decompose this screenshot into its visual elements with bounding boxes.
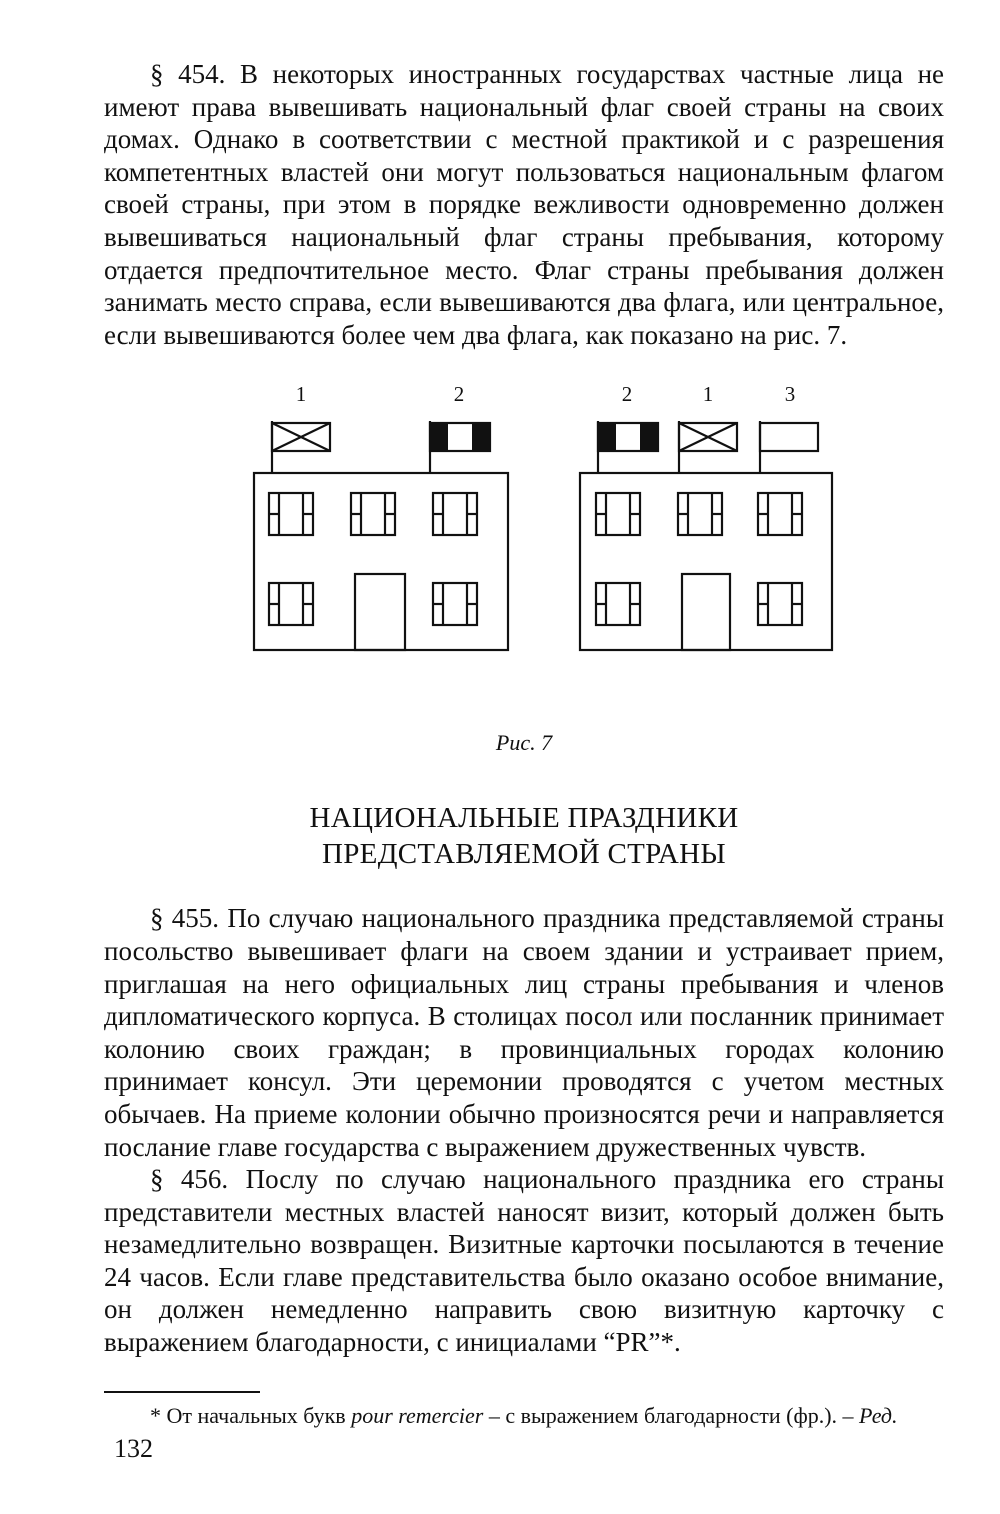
crossed-flag-icon	[272, 423, 330, 451]
right-window-top-3	[758, 493, 802, 535]
left-building	[254, 421, 508, 650]
left-window-top-3	[433, 493, 477, 535]
page-number: 132	[114, 1434, 153, 1463]
crossed-flag-icon	[679, 423, 737, 451]
right-window-bottom-1	[596, 583, 640, 625]
footnote-editor-mark: Ред.	[859, 1402, 898, 1428]
right-building-wall	[580, 473, 832, 650]
tricolour-flag-icon	[598, 423, 658, 451]
flag-diagram	[104, 381, 944, 726]
figure-caption: Рис. 7	[495, 730, 553, 756]
footnote-middle: – с выражением благодарности (фр.). –	[483, 1402, 860, 1428]
footnote	[104, 1401, 944, 1431]
section-heading-line-1: НАЦИОНАЛЬНЫЕ ПРАЗДНИКИ	[309, 802, 739, 835]
right-label-1: 1	[702, 382, 714, 407]
plain-flag-icon	[760, 423, 818, 451]
section-heading-line-2: ПРЕДСТАВЛЯЕМОЙ СТРАНЫ	[322, 838, 726, 871]
left-building-wall	[254, 473, 508, 650]
right-label-2: 2	[621, 382, 633, 407]
section-heading	[104, 800, 944, 872]
right-window-top-2	[678, 493, 722, 535]
paragraph-455: § 455. По случаю национального праздника представляемой страны посольство вывешивает флаги на своем здании и устраивает прием, приглашая на него официальных лиц страны пребывания и членов дипломатического корпуса. В столицах посол или посланник принимает колонию своих граждан; в провинциальных городах колонию принимает консул. Эти церемонии проводятся с учетом местных обычаев. На приеме колонии обычно произносятся речи и направляется послание главе государства с выражением дружественных чувств.	[104, 903, 944, 1162]
left-label-2: 2	[453, 382, 465, 407]
left-door	[355, 574, 405, 650]
footnote-divider	[104, 1391, 260, 1393]
footnote-prefix: * От начальных букв	[150, 1402, 352, 1428]
right-building	[580, 421, 832, 650]
left-window-bottom-2	[433, 583, 477, 625]
figure-7	[104, 381, 944, 726]
left-window-top-1	[269, 493, 313, 535]
tricolour-flag-icon	[430, 423, 490, 451]
left-window-top-2	[351, 493, 395, 535]
right-door	[682, 574, 730, 650]
left-window-bottom-1	[269, 583, 313, 625]
paragraph-456: § 456. Послу по случаю национального праздника его страны представители местных властей наносят визит, который должен быть незамедлительно возвращен. Визитные карточки посылаются в течение 24 часов. Если главе представительства было оказано особое внимание, он должен немедленно направить свою визитную карточку с выражением благодарности, с инициалами “PR”*.	[104, 1164, 944, 1358]
right-window-top-1	[596, 493, 640, 535]
left-label-1: 1	[295, 382, 307, 407]
footnote-latin-phrase: pour remercier	[351, 1402, 484, 1428]
right-window-bottom-2	[758, 583, 802, 625]
right-label-3: 3	[784, 382, 796, 407]
page-content	[104, 58, 944, 1431]
paragraph-454: § 454. В некоторых иностранных государствах частные лица не имеют права вывешивать национальный флаг своей страны на своих домах. Однако в соответствии с местной практикой и с разрешения компетентных властей они могут пользоваться национальным флагом своей страны, при этом в порядке вежливости одновременно должен вывешиваться национальный флаг страны пребывания, которому отдается предпочтительное место. Флаг страны пребывания должен занимать место справа, если вывешиваются два флага, или центральное, если вывешиваются более чем два флага, как показано на рис. 7.	[104, 59, 944, 350]
